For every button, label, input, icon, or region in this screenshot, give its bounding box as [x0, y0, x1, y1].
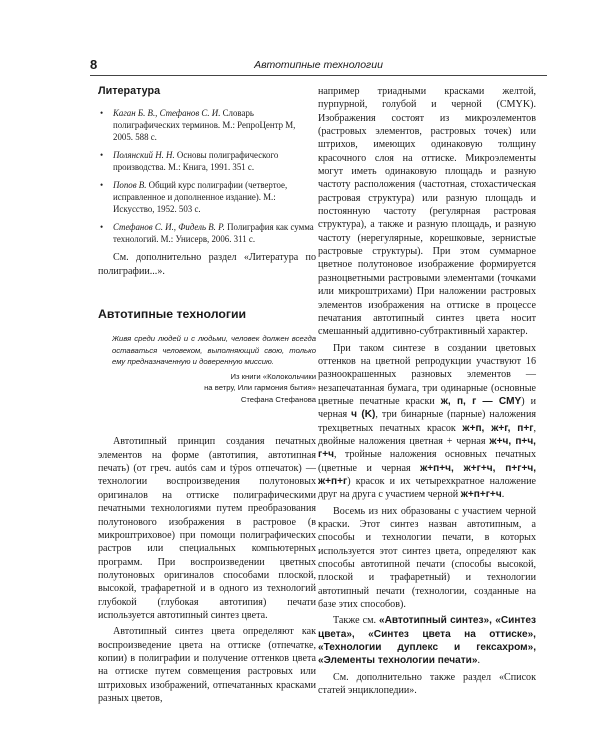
epigraph-source: [112, 371, 316, 406]
text-run: .: [501, 489, 505, 501]
running-title: Автотипные технологии: [254, 59, 383, 71]
paragraph-2: Автотипный синтез цвета определяют как воспроизведение цвета на оттиске (отпечатке, копии) в полиграфии и получение оттенков цвета на оттиске путем совмещения растровых или штриховых изображений, отпечатанных красками разных цветов,: [98, 626, 316, 704]
literature-text: Полиграфия как сумма технологий. М.: Унисерв, 2006. 311 с.: [113, 221, 314, 244]
section-title: Автотипные технологии: [98, 307, 247, 322]
ink-formula: ч (K): [351, 409, 376, 421]
literature-text: Основы полиграфического производства. М.: Книга, 1991. 351 с.: [113, 150, 279, 172]
text-run: Также см.: [333, 615, 379, 627]
paragraph-3: например триадными красками желтой, пурпурной, голубой и черной (CMYK). Изображения состоят из микроэлементов (растровых элементов, растровых точек) или штрихов, имеющих одинаковую толщину красочного слоя на оттиске. Микроэлементы могут иметь одинаковую площадь и разную частоту расположения (частотная, стохастическая растровая структура) или разную площадь и постоянную частоту (регулярная растровая структура), а также и разную площадь, и разную частоту (нерегулярные, корешковые, зернистые растровые структуры). При этом суммарное цветное полутоновое изображение формируется разноцветными растровыми элементами (точками или микроштрихами) При наложении растровых элементов изображения на оттиске в процессе печатания автотипный синтез цвета носит смешанный аддитивно-субтрактивный характер.: [318, 86, 536, 338]
literature-title: Литература: [98, 85, 161, 97]
text-run: ) красок и их четырехкратное наложение друг на друга с участием черной: [318, 475, 536, 501]
epigraph-text: Живя среди людей и с людьми, человек должен всегда оставаться человеком, выполняющий свою, только ему предназначенную и доверенную миссию.: [112, 334, 316, 367]
text-run: При таком синтезе в создании цветовых оттенков на цветной репродукции участвуют 16 разноокрашенных разновых элементов — незапечатанная бумага, три одинарные (основные цветные печатные краски: [318, 342, 536, 407]
bullet-icon: •: [100, 179, 104, 190]
bullet-icon: •: [100, 108, 104, 119]
literature-item: [98, 222, 316, 246]
ink-formula: ж+ч, п+ч, г+ч: [318, 435, 536, 461]
bullet-icon: •: [100, 221, 104, 232]
epigraph-source-line: Стефана Стефанова: [240, 394, 316, 404]
text-run: ) и черная: [318, 395, 536, 421]
ink-formula: ж+п+г+ч: [460, 489, 502, 501]
right-column: [318, 85, 536, 697]
ink-formula: ж+п+ч, ж+г+ч, п+г+ч, ж+п+г: [318, 462, 537, 487]
page-number: 8: [90, 57, 98, 72]
text-run: , тройные наложения основных печатных (цветные и черная: [318, 449, 536, 474]
literature-author: Каган Б. В., Стефанов С. И.: [113, 108, 221, 119]
ink-formula: ж+п, ж+г, п+г: [462, 422, 534, 434]
literature-author: Стефанов С. И., Фидель В. Р.: [113, 221, 225, 232]
literature-author: Попов В.: [113, 179, 147, 190]
ink-formula: ж, п, г — CMY: [440, 395, 522, 407]
literature-list: [98, 108, 316, 245]
literature-text: Словарь полиграфических терминов. М.: РепроЦентр М, 2005. 588 с.: [113, 108, 296, 143]
literature-item: [98, 150, 316, 174]
epigraph: [112, 333, 316, 405]
literature-text: Общий курс полиграфии (четвертое, исправленное и дополненное издание). М.: Искусство, 1952. 503 с.: [113, 179, 288, 214]
literature-item: [98, 180, 316, 216]
paragraph-6: [318, 614, 536, 667]
paragraph-1: Автотипный принцип создания печатных элементов на форме (автотипия, автотипная печать) (от греч. autós сам и týpos отпечаток) — технологии воспроизведения полутоновых оригиналов на оттиске полиграфическими печатными технологиями путем преобразования полутонового изображения в растровое (в микроштриховое) при помощи полиграфических растров или специальных компьютерных программ. При воспроизведении цветных полутоновых оригиналов способами плоской, высокой, трафаретной и в одного из технологий глубокой (глубокая автотипия) печати используется автотипный синтез цвета.: [98, 436, 316, 621]
text-run: .: [477, 655, 480, 667]
page-header: [90, 55, 547, 76]
epigraph-source-line: Из книги «Колокольчики: [230, 371, 316, 381]
left-column: [98, 85, 316, 705]
bullet-icon: •: [100, 150, 104, 161]
paragraph-4: [318, 342, 536, 502]
paragraph-7: См. дополнительно также раздел «Список статей энциклопедии».: [318, 671, 536, 697]
epigraph-source-line: на ветру, Или гармония бытия»: [204, 383, 316, 393]
text-run: , три бинарные (парные) наложения трехцветных печатных красок: [318, 409, 536, 434]
literature-author: Полянский Н. Н.: [113, 150, 175, 161]
literature-item: [98, 108, 316, 144]
literature-see-also: См. дополнительно раздел «Литература по полиграфии...».: [98, 252, 316, 277]
text-run: , двойные наложения цветная + черная: [318, 422, 536, 447]
cross-references: «Автотипный синтез», «Синтез цвета», «Синтез цвета на оттиске», «Технологии дуплекс и гексахром», «Элементы технологии печати»: [318, 615, 536, 667]
paragraph-5: Восемь из них образованы с участием черной краски. Этот синтез назван автотипным, а способы и технологии печати, в которых используется этот синтез цвета, определяют как способы автотипной печати (способы высокой, плоской и трафаретный) и технологии автотипный печати (технологии, созданные на базе этих способов).: [318, 505, 536, 611]
